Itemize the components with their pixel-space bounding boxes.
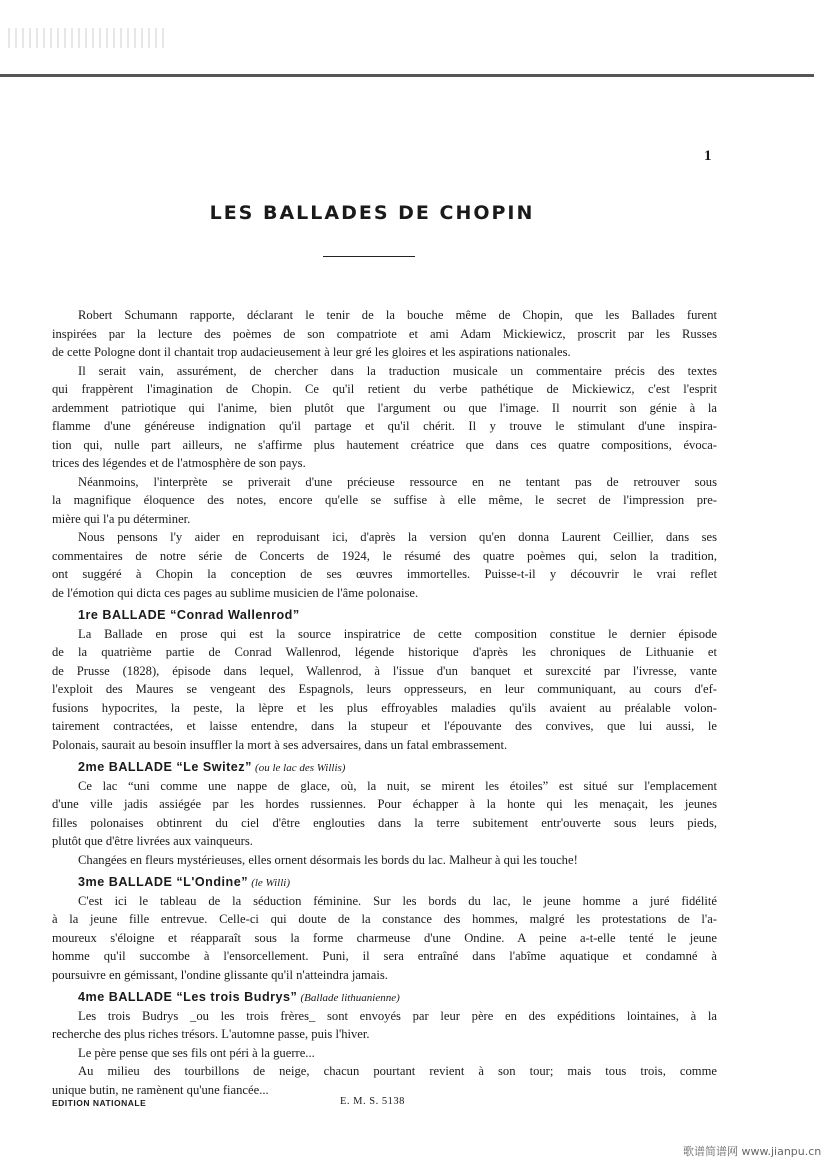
ballade-label: BALLADE “L'Ondine” (108, 875, 249, 889)
text-line: de la quatrième partie de Conrad Wallenrod, légende historique d'après les chroniques de Lithuanie et (52, 645, 717, 659)
text-line: C'est ici le tableau de la séduction féminine. Sur les bords du lac, le jeune homme a juré fidélité (78, 893, 717, 908)
ballade-heading-1 (52, 606, 717, 625)
plate-number: E. M. S. 5138 (340, 1096, 405, 1107)
text-line: Nous pensons l'y aider en reproduisant ici, d'après la version qu'en donna Laurent Ceillier, dans ses (78, 530, 717, 544)
ballade-subtitle: (Ballade lithuanienne) (300, 992, 400, 1004)
ballade-heading-4 (52, 988, 717, 1007)
ballade-number: 2me (78, 760, 105, 774)
page-number: 1 (704, 148, 712, 164)
text-line: fusions hypocrites, la peste, la lèpre et les plus effroyables maladies qu'ils avaient au préalable volon- (52, 700, 717, 715)
text-line: La Ballade en prose qui est la source inspiratrice de cette composition constitue le dernier épisode (78, 626, 717, 641)
text-line: unique butin, ne ramènent qu'une fiancée... (52, 1082, 269, 1097)
text-line: l'exploit des Maures se vengeant des Espagnols, leurs oppresseurs, en leur communiquant, au cours d'ef- (52, 682, 717, 696)
title-underline (323, 256, 415, 257)
text-line: plutôt que d'être livrées aux vainqueurs. (52, 834, 253, 848)
text-line: de l'émotion qui dicta ces pages au sublime musicien de l'âme polonaise. (52, 585, 419, 600)
site-watermark: 歌谱简谱网 www.jianpu.cn (683, 1145, 822, 1158)
text-line: inspirées par la lecture des poèmes de son compatriote et ami Adam Mickiewicz, proscrit par les Russes (52, 326, 717, 341)
text-line: recherche des plus riches trésors. L'automne passe, puis l'hiver. (52, 1027, 370, 1041)
ballade-heading-2 (52, 758, 717, 777)
body-text (52, 306, 717, 1099)
text-line: tion qui, nulle part ailleurs, ne s'affirme plus hautement créatrice que dans ces quatre compositions, évoca- (52, 437, 717, 452)
ballade-label: BALLADE “Les trois Budrys” (108, 990, 298, 1004)
ballade-heading-3 (52, 873, 717, 892)
text-line: homme qu'il succombe à l'ensorcellement. Puni, il sera entraîné dans l'abîme aquatique et condamné à (52, 949, 717, 963)
text-line: de Prusse (1828), épisode dans lequel, Wallenrod, à l'issue d'un banquet et surexcité par l'ivresse, vante (52, 663, 717, 678)
publisher-imprint: EDITION NATIONALE (52, 1098, 147, 1108)
text-line: mière qui l'a pu déterminer. (52, 511, 191, 526)
text-line: filles polonaises obtinrent du ciel d'être englouties dans la terre subitement entr'ouverte sous leurs pieds, (52, 815, 717, 830)
text-line: Le père pense que ses fils ont péri à la guerre... (78, 1045, 315, 1060)
ballade-number: 1re (78, 608, 99, 622)
text-line: qui frappèrent l'imagination de Chopin. Ce qu'il retient du verbe pathétique de Mickiewicz, c'est l'esprit (52, 382, 717, 396)
text-line: Ce lac “uni comme une nappe de glace, où, la nuit, se mirent les étoiles” est situé sur l'emplacement (78, 778, 717, 793)
ballade-number: 4me (78, 990, 105, 1004)
text-line: Au milieu des tourbillons de neige, chacun pourtant revient à son tour; mais tous trois, comme (78, 1064, 717, 1078)
text-line: Néanmoins, l'interprète se priverait d'une précieuse ressource en ne tentant pas de retrouver sous (78, 474, 717, 489)
text-line: ardemment patriotique qui l'anime, bien plutôt que l'argument ou que l'image. Il nourrit son génie à la (52, 400, 717, 415)
ballade-label: BALLADE “Conrad Wallenrod” (102, 608, 300, 622)
top-border-rule (0, 74, 814, 77)
text-line: Robert Schumann rapporte, déclarant le tenir de la bouche même de Chopin, que les Ballades furent (78, 308, 717, 322)
text-line: d'une ville jadis assiégée par les hordes russiennes. Pour échapper à la honte qui les menaçait, les jeunes (52, 797, 717, 811)
ballade-number: 3me (78, 875, 105, 889)
ballade-subtitle: (le Willi) (251, 877, 290, 889)
scan-speckle (8, 28, 168, 48)
text-line: Les trois Budrys _ou les trois frères_ sont envoyés par leur père en des expéditions lointaines, à la (78, 1008, 717, 1023)
text-line: de cette Pologne dont il chantait trop audacieusement à leur gré les gloires et les aspirations nationales. (52, 345, 571, 359)
text-line: ont suggéré à Chopin la conception de ses œuvres immortelles. Puisse-t-il y découvrir le vrai reflet (52, 567, 717, 581)
text-line: commentaires de notre série de Concerts de 1924, le résumé des quatre poèmes qui, selon la tradition, (52, 548, 717, 563)
text-line: Polonais, saurait au besoin insuffler la mort à ses adversaires, dans un fatal embrassement. (52, 737, 508, 752)
text-line: à la jeune fille entrevue. Celle-ci qui doute de la constance des hommes, malgré les protestations de l'a- (52, 912, 717, 926)
text-line: poursuivre en gémissant, l'ondine glissante qu'il n'atteindra jamais. (52, 967, 388, 982)
text-line: flamme d'une généreuse indignation qu'il partage et qu'il chérit. Il y trouve le stimulant d'une inspira- (52, 419, 717, 433)
text-line: Il serait vain, assurément, de chercher dans la traduction musicale un commentaire précis des textes (78, 363, 717, 378)
text-line: tairement contractées, et laisse entendre, dans la stupeur et l'épouvante des convives, que lui aussi, le (52, 719, 717, 733)
text-line: trices des légendes et de l'atmosphère de son pays. (52, 456, 306, 470)
ballade-label: BALLADE “Le Switez” (108, 760, 252, 774)
text-line: la magnifique éloquence des notes, encore qu'elle se suffise à elle même, le secret de l'impression pre- (52, 493, 717, 507)
text-line: Changées en fleurs mystérieuses, elles ornent désormais les bords du lac. Malheur à qui les touche! (78, 852, 578, 867)
page-title: LES BALLADES DE CHOPIN (209, 202, 535, 224)
ballade-subtitle: (ou le lac des Willis) (255, 762, 346, 774)
text-line: moureux s'éloigne et réapparaît sous la forme charmeuse d'une Ondine. A peine a-t-elle tenté le jeune (52, 930, 717, 945)
